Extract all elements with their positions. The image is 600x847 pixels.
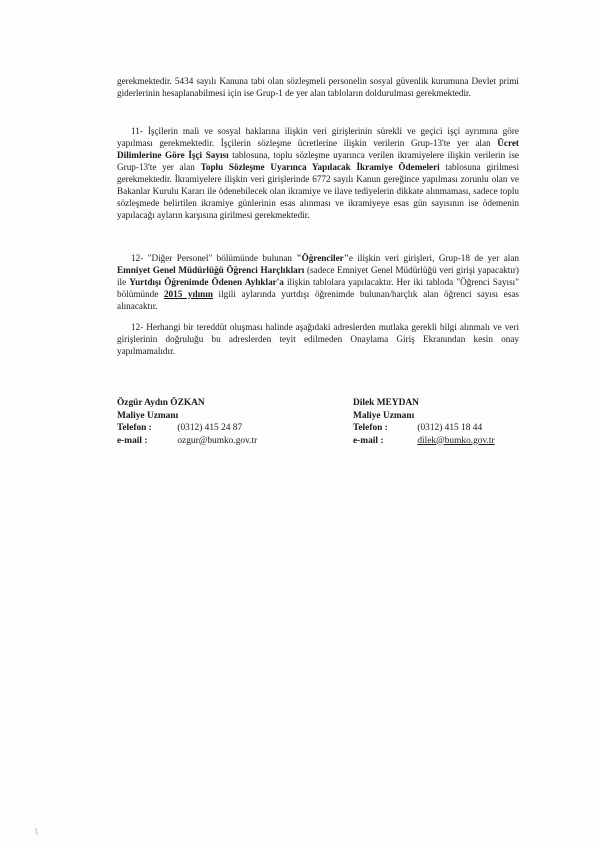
phone-line xyxy=(117,422,307,435)
email-label: e-mail : xyxy=(117,435,148,446)
bold-text: Yurtdışı Öğrenimde Ödenen Aylıklar'a xyxy=(129,277,284,287)
bold-text: Ücret Dilimlerine Göre İşçi Sayısı xyxy=(117,138,519,160)
email-line xyxy=(117,435,307,448)
phone-line xyxy=(353,422,543,435)
paragraph-text: ilişkin tablolara yapılacaktır. Her iki tabloda "Öğrenci Sayısı" bölümünde xyxy=(117,277,519,299)
phone-number: (0312) 415 18 44 xyxy=(417,423,483,433)
email-line xyxy=(353,435,543,448)
phone-number: (0312) 415 24 87 xyxy=(177,423,243,433)
scan-mark xyxy=(35,828,40,835)
paragraph-text: 12- Herhangi bir tereddüt oluşması halinde aşağıdaki adreslerden mutlaka gerekli bilgi alınmalı ve veri girişlerinin doğruluğu bu adreslerden teyit edilmeden Onaylama Giriş Ekranından kesin onay yapılmamalıdır. xyxy=(117,322,519,356)
bold-text: "Öğrenciler" xyxy=(296,253,349,263)
paragraph-text: tablosuna, toplu sözleşme uyarınca verilen ikramiyelere ilişkin verilerin ise Grup-13'te yer alan xyxy=(117,150,519,172)
phone-label: Telefon : xyxy=(117,423,152,433)
paragraph-text: gerekmektedir. 5434 sayılı Kanuna tabi olan sözleşmeli personelin sosyal güvenlik kurumuna Devlet primi giderlerinin hesaplanabilmesi için ise Grup-1 de yer alan tabloların doldurulması gerekmektedir. xyxy=(117,76,519,98)
signatory-name: Özgür Aydın ÖZKAN xyxy=(117,398,205,408)
paragraph-text: tablosuna girilmesi gerekmektedir. İkramiyelere ilişkin veri girişlerinde 6772 sayılı Kanun gereğince yapılması zorunlu olan ve Bakanlar Kurulu Kararı ile ödenebilecek olan ikramiye ve ilave tediyelerin dikkate alınmaması, sadece toplu sözleşmede belirtilen ikramiye günlerinin esas alınması ve ikramiyeye esas gün sayısının ise ödemenin yapılacağı ayların karşısına girilmesi gerekmektedir. xyxy=(117,162,520,220)
email-address: dilek@bumko.gov.tr xyxy=(417,435,495,446)
paragraph xyxy=(117,125,519,221)
paragraph-text: 11- İşçilerin mali ve sosyal haklarına ilişkin veri girişlerinin sürekli ve geçici işçi ayrımına göre yapılması gerekmektedir. İşçilerin sözleşme ücretlerine ilişkin verilerin Grup-13'te yer alan xyxy=(117,126,519,148)
paragraph-text: ilgili aylarında yurtdışı öğrenimde bulunan/harçlık alan öğrenci sayısı esas alınacaktır. xyxy=(117,289,519,311)
paragraph xyxy=(117,75,519,99)
bold-text: Toplu Sözleşme Uyarınca Yapılacak İkramiye Ödemeleri xyxy=(200,162,440,172)
paragraph-text: 12- "Diğer Personel" bölümünde bulunan xyxy=(131,253,297,263)
paragraph xyxy=(117,252,519,312)
signatory-title: Maliye Uzmanı xyxy=(117,410,179,421)
signature-block-left xyxy=(117,397,307,447)
bold-text: Emniyet Genel Müdürlüğü Öğrenci Harçlıkları xyxy=(117,265,305,275)
phone-label: Telefon : xyxy=(353,423,388,433)
paragraph xyxy=(117,321,519,357)
paragraph-text: (sadece Emniyet Genel Müdürlüğü veri girişi yapacaktır) ile xyxy=(117,265,519,287)
signatory-title: Maliye Uzmanı xyxy=(353,410,415,421)
signatory-name: Dilek MEYDAN xyxy=(353,398,419,408)
bold-text: 2015 yılının xyxy=(163,289,213,299)
signature-block-right xyxy=(353,397,543,447)
email-label: e-mail : xyxy=(353,435,384,446)
paragraph-text: e ilişkin veri girişleri, Grup-18 de yer alan xyxy=(348,253,520,263)
email-address: ozgur@bumko.gov.tr xyxy=(177,435,258,446)
